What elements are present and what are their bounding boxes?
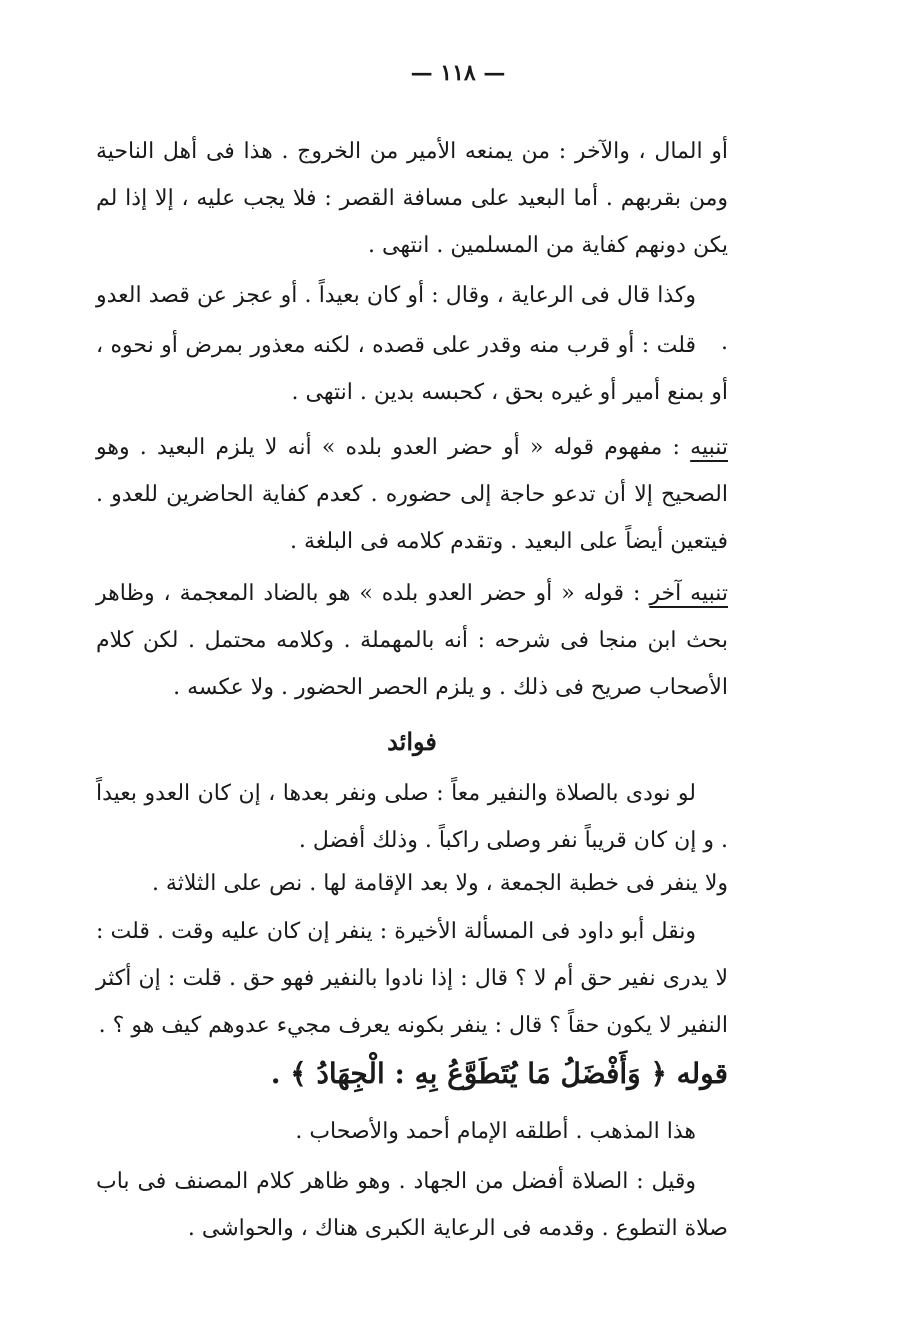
paragraph-7 bbox=[96, 860, 728, 907]
page-number: — ١١٨ — bbox=[410, 60, 506, 86]
paragraph-text bbox=[96, 570, 728, 711]
note-label: تنبيه bbox=[690, 435, 728, 460]
paragraph-text: قلت : أو قرب منه وقدر على قصده ، لكنه معذور بمرض أو نحوه ، أو بمنع أمير أو غيره بحق ، كحبسه بدين . انتهى . bbox=[96, 333, 728, 405]
note-label: تنبيه آخر bbox=[649, 581, 728, 606]
paragraph-1 bbox=[96, 128, 728, 269]
paragraph-8 bbox=[96, 908, 728, 1049]
paragraph-text: أو المال ، والآخر : من يمنعه الأمير من الخروج . هذا فى أهل الناحية ومن بقربهم . أما البعيد على مسافة القصر : فلا يجب عليه ، إلا إذا لم يكن دونهم كفاية من المسلمين . انتهى . bbox=[96, 139, 728, 258]
paragraph-9 bbox=[96, 1108, 728, 1155]
section-heading: فوائد bbox=[387, 727, 437, 756]
paragraph-10 bbox=[96, 1158, 728, 1252]
paragraph-text: لو نودى بالصلاة والنفير معاً : صلى ونفر بعدها ، إن كان العدو بعيداً . و إن كان قريباً نفر وصلى راكباً . وذلك أفضل . bbox=[96, 781, 728, 853]
paragraph-4 bbox=[96, 424, 728, 565]
quote-line: قوله ﴿ وَأَفْضَلُ مَا يُتَطَوَّعُ بِهِ : الْجِهَادُ ﴾ . bbox=[270, 1057, 728, 1090]
paragraph-text: وقيل : الصلاة أفضل من الجهاد . وهو ظاهر كلام المصنف فى باب صلاة التطوع . وقدمه فى الرعاية الكبرى هناك ، والحواشى . bbox=[96, 1169, 728, 1241]
paragraph-text: وكذا قال فى الرعاية ، وقال : أو كان بعيداً . أو عجز عن قصد العدو . bbox=[96, 283, 728, 355]
paragraph-text bbox=[96, 424, 728, 565]
note-text: : قوله « أو حضر العدو بلده » هو بالضاد المعجمة ، وظاهر بحث ابن منجا فى شرحه : أنه بالمهملة . وكلامه محتمل . لكن كلام الأصحاب صريح فى ذلك . و يلزم الحصر الحضور . ولا عكسه . bbox=[96, 581, 728, 700]
paragraph-5 bbox=[96, 570, 728, 711]
paragraph-6 bbox=[96, 770, 728, 864]
paragraph-3 bbox=[96, 322, 728, 416]
paragraph-text: ولا ينفر فى خطبة الجمعة ، ولا بعد الإقامة لها . نص على الثلاثة . bbox=[151, 871, 728, 896]
note-text: : مفهوم قوله « أو حضر العدو بلده » أنه لا يلزم البعيد . وهو الصحيح إلا أن تدعو حاجة إلى حضوره . كعدم كفاية الحاضرين للعدو . فيتعين أيضاً على البعيد . وتقدم كلامه فى البلغة . bbox=[96, 435, 728, 554]
paragraph-text: هذا المذهب . أطلقه الإمام أحمد والأصحاب . bbox=[295, 1119, 696, 1144]
paragraph-text: ونقل أبو داود فى المسألة الأخيرة : ينفر إن كان عليه وقت . قلت : لا يدرى نفير حق أم لا ؟ قال : إذا نادوا بالنفير فهو حق . قلت : إن أكثر النفير لا يكون حقاً ؟ قال : ينفر بكونه يعرف مجيء عدوهم كيف هو ؟ . bbox=[96, 919, 728, 1038]
